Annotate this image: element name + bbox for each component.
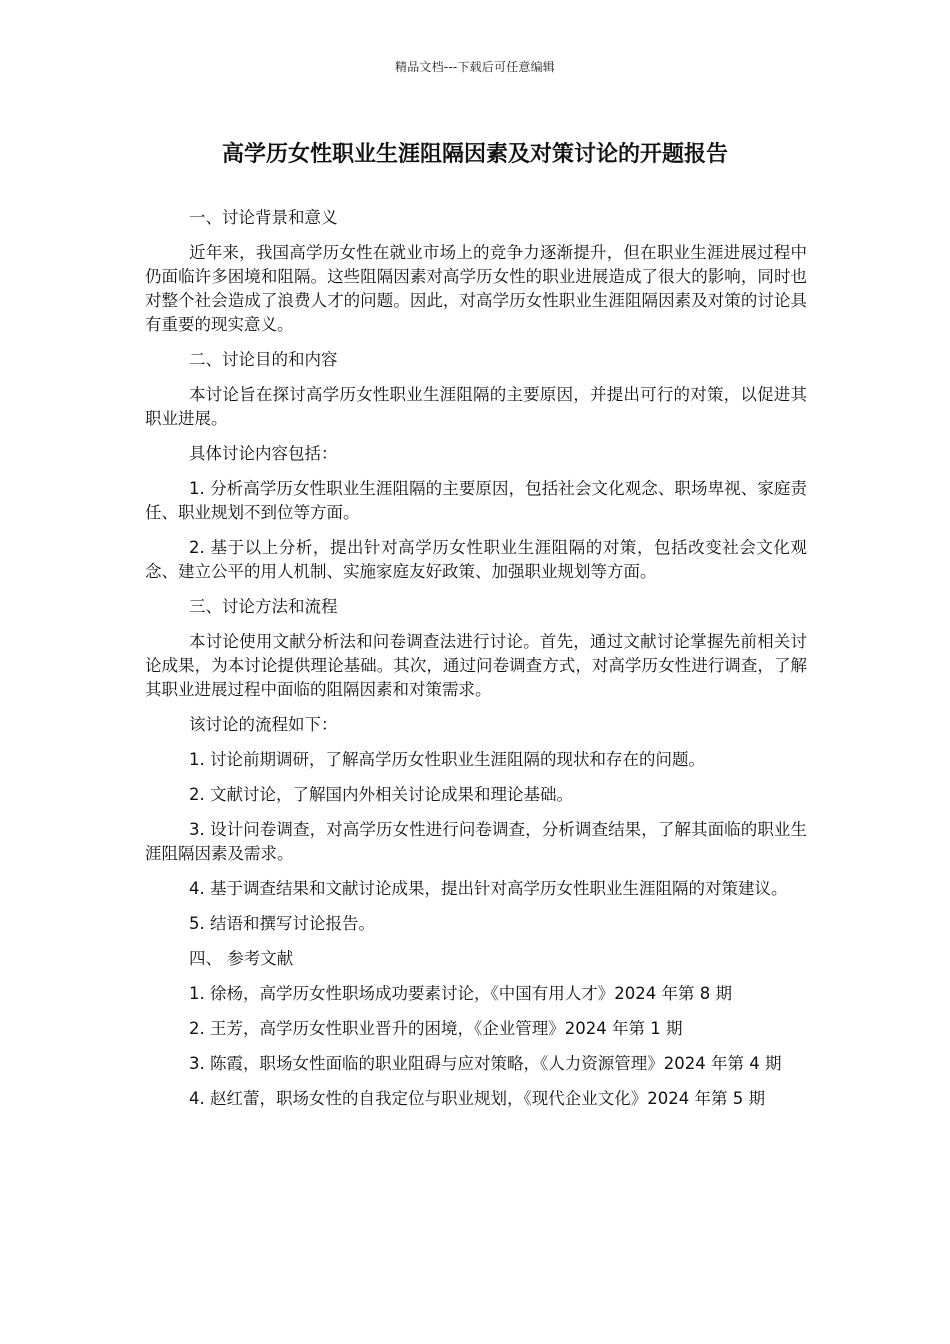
section-heading-method: 三、讨论方法和流程 <box>189 597 338 616</box>
document-title: 高学历女性职业生涯阻隔因素及对策讨论的开题报告 <box>221 142 728 167</box>
content-item: 1. 分析高学历女性职业生涯阻隔的主要原因，包括社会文化观念、职场卑视、家庭责任、职业规划不到位等方面。 <box>145 479 807 522</box>
process-item: 1. 讨论前期调研，了解高学历女性职业生涯阻隔的现状和存在的问题。 <box>189 750 705 769</box>
section-heading-purpose: 二、讨论目的和内容 <box>189 350 338 369</box>
reference-item: 2. 王芳，高学历女性职业晋升的困境，《企业管理》2024 年第 1 期 <box>189 1019 683 1038</box>
document-body <box>145 206 807 1122</box>
paragraph-background: 近年来，我国高学历女性在就业市场上的竞争力逐渐提升，但在职业生涯进展过程中仍面临许多困境和阻隔。这些阻隔因素对高学历女性的职业进展造成了很大的影响，同时也对整个社会造成了浪费人才的问题。因此，对高学历女性职业生涯阻隔因素及对策的讨论具有重要的现实意义。 <box>145 243 807 334</box>
reference-item: 4. 赵红蕾，职场女性的自我定位与职业规划，《现代企业文化》2024 年第 5 期 <box>189 1089 765 1108</box>
section-heading-background: 一、讨论背景和意义 <box>189 208 338 227</box>
section-heading-references: 四、 参考文献 <box>189 949 294 968</box>
paragraph-method: 本讨论使用文献分析法和问卷调查法进行讨论。首先，通过文献讨论掌握先前相关讨论成果，为本讨论提供理论基础。其次，通过问卷调查方式，对高学历女性进行调查，了解其职业进展过程中面临的阻隔因素和对策需求。 <box>145 632 807 699</box>
paragraph-content-intro: 具体讨论内容包括： <box>189 444 338 463</box>
process-item: 4. 基于调查结果和文献讨论成果，提出针对高学历女性职业生涯阻隔的对策建议。 <box>189 879 788 898</box>
process-item: 2. 文献讨论，了解国内外相关讨论成果和理论基础。 <box>189 785 573 804</box>
reference-item: 3. 陈霞，职场女性面临的职业阻碍与应对策略，《人力资源管理》2024 年第 4 期 <box>189 1054 782 1073</box>
header-note: 精品文档---下载后可任意编辑 <box>395 60 555 74</box>
content-item: 2. 基于以上分析，提出针对高学历女性职业生涯阻隔的对策，包括改变社会文化观念、建立公平的用人机制、实施家庭友好政策、加强职业规划等方面。 <box>145 538 807 581</box>
paragraph-process-intro: 该讨论的流程如下： <box>189 715 338 734</box>
process-item: 3. 设计问卷调查，对高学历女性进行问卷调查，分析调查结果，了解其面临的职业生涯阻隔因素及需求。 <box>145 820 807 863</box>
process-item: 5. 结语和撰写讨论报告。 <box>189 914 375 933</box>
reference-item: 1. 徐杨，高学历女性职场成功要素讨论，《中国有用人才》2024 年第 8 期 <box>189 984 732 1003</box>
paragraph-purpose: 本讨论旨在探讨高学历女性职业生涯阻隔的主要原因，并提出可行的对策，以促进其职业进展。 <box>145 385 807 428</box>
